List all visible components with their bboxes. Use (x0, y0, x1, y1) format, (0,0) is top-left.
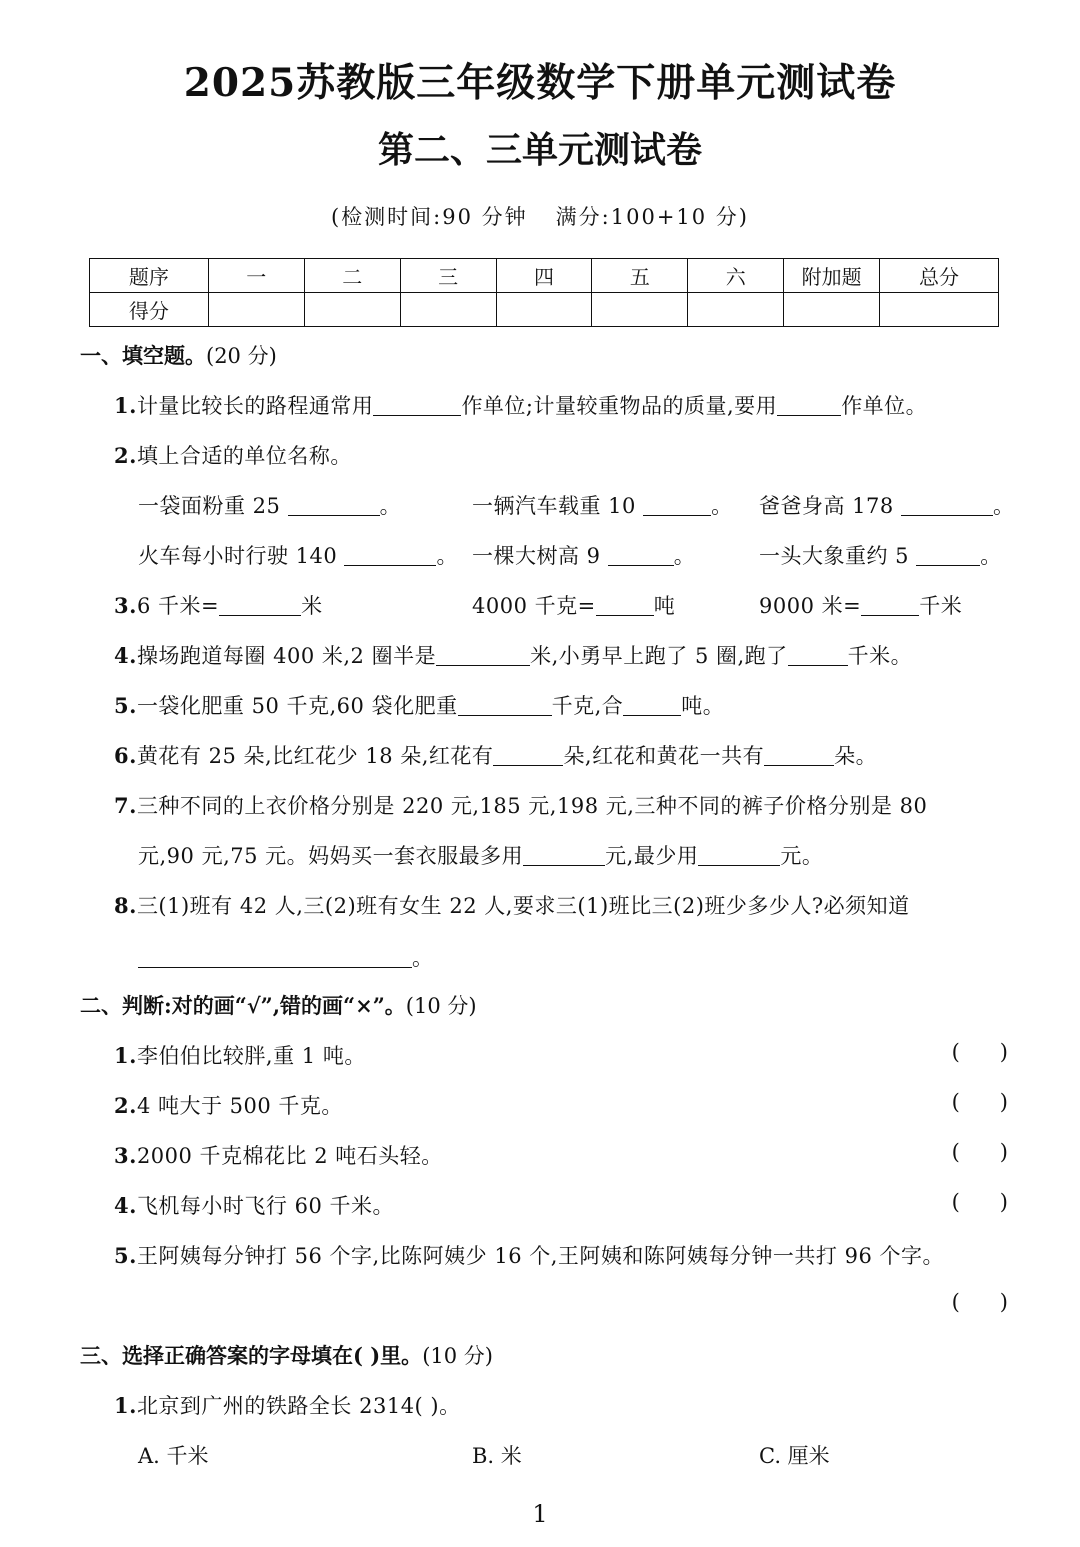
answer-blank[interactable] (861, 593, 919, 616)
question-number: 3. (114, 593, 137, 618)
score-cell (688, 293, 784, 327)
question-number: 5. (114, 1243, 137, 1268)
question-1-1 (114, 390, 927, 420)
question-number: 4. (114, 643, 137, 668)
question-number: 2. (114, 443, 137, 468)
question-1-2-item (138, 540, 458, 570)
judge-item (114, 1090, 343, 1120)
question-1-2-item (472, 490, 733, 520)
choice-option-a[interactable]: A. 千米 (138, 1444, 209, 1468)
score-table-header-row (90, 259, 999, 293)
item-text: 一辆汽车载重 10 (472, 494, 636, 518)
question-number: 6. (114, 743, 137, 768)
score-header-cell: 六 (688, 259, 784, 293)
score-header-cell: 总分 (880, 259, 999, 293)
score-cell (496, 293, 592, 327)
item-text: 一棵大树高 9 (472, 544, 601, 568)
judge-item (114, 1040, 366, 1070)
score-cell (304, 293, 400, 327)
answer-blank[interactable] (643, 493, 711, 516)
question-number: 1. (114, 1393, 137, 1418)
item-text: 。 (436, 544, 458, 568)
score-cell (880, 293, 999, 327)
question-text: 元,90 元,75 元。妈妈买一套衣服最多用 (138, 844, 524, 868)
question-text: 北京到广州的铁路全长 2314( )。 (136, 1394, 461, 1418)
question-1-8 (114, 890, 910, 920)
item-text: 。 (711, 494, 733, 518)
question-text: 一袋化肥重 50 千克,60 袋化肥重 (136, 694, 458, 718)
question-text: 作单位;计量较重物品的质量,要用 (461, 394, 778, 418)
question-text: 吨。 (681, 694, 725, 718)
item-text: 。 (992, 494, 1015, 518)
answer-parentheses[interactable]: ( ) (951, 1040, 1008, 1064)
answer-blank[interactable] (493, 743, 563, 766)
score-header-cell: 五 (592, 259, 688, 293)
question-text: 4 吨大于 500 千克。 (136, 1094, 343, 1118)
answer-parentheses[interactable]: ( ) (951, 1190, 1008, 1214)
question-text: 作单位。 (841, 394, 928, 418)
section3-title: 三、选择正确答案的字母填在( )里。 (80, 1343, 423, 1368)
question-1-2-item (759, 490, 1014, 520)
question-text: 黄花有 25 朵,比红花少 18 朵,红花有 (136, 744, 494, 768)
answer-blank[interactable] (698, 843, 780, 866)
question-text: 王阿姨每分钟打 56 个字,比陈阿姨少 16 个,王阿姨和陈阿姨每分钟一共打 96 个字。 (136, 1244, 945, 1268)
question-1-5 (114, 690, 724, 720)
answer-blank[interactable] (436, 643, 530, 666)
question-text: 2000 千克棉花比 2 吨石头轻。 (136, 1144, 443, 1168)
answer-parentheses[interactable]: ( ) (951, 1290, 1008, 1314)
section1-points: (20 分) (206, 344, 277, 368)
score-header-cell: 二 (304, 259, 400, 293)
question-text: 米 (301, 594, 323, 618)
choice-option-c[interactable]: C. 厘米 (759, 1444, 830, 1468)
answer-blank[interactable] (373, 393, 461, 416)
question-number: 8. (114, 893, 137, 918)
answer-blank[interactable] (288, 493, 380, 516)
answer-blank[interactable] (623, 693, 681, 716)
item-text: 一头大象重约 5 (759, 544, 910, 568)
question-1-3-b (472, 590, 675, 620)
question-1-4 (114, 640, 912, 670)
question-1-8-line2 (138, 942, 434, 972)
question-number: 4. (114, 1193, 137, 1218)
question-text: 千克,合 (551, 694, 624, 718)
question-text: 千米 (919, 594, 963, 618)
section2-points: (10 分) (405, 994, 477, 1018)
answer-blank[interactable] (788, 643, 848, 666)
question-number: 2. (114, 1093, 137, 1118)
answer-blank[interactable] (523, 843, 605, 866)
question-1-3-c (759, 590, 962, 620)
score-cell (784, 293, 880, 327)
item-text: 。 (673, 544, 696, 568)
question-1-2 (114, 440, 352, 470)
score-cell (400, 293, 496, 327)
score-header-cell: 题序 (90, 259, 209, 293)
question-text: 4000 千克= (472, 594, 596, 618)
score-cell (592, 293, 688, 327)
section1-title: 一、填空题。 (80, 343, 206, 368)
question-number: 1. (114, 1043, 137, 1068)
question-number: 5. (114, 693, 137, 718)
score-header-cell: 四 (496, 259, 592, 293)
choice-question (114, 1390, 461, 1420)
question-text: 元。 (780, 844, 824, 868)
judge-item (114, 1190, 394, 1220)
score-header-cell: 一 (208, 259, 304, 293)
question-text: 朵,红花和黄花一共有 (563, 744, 765, 768)
question-text: 操场跑道每圈 400 米,2 圈半是 (136, 644, 437, 668)
question-number: 1. (114, 393, 137, 418)
score-table (89, 258, 999, 327)
question-number: 3. (114, 1143, 137, 1168)
question-1-3 (114, 590, 323, 620)
question-1-7-line2 (138, 840, 823, 870)
score-row-label: 得分 (90, 293, 209, 327)
question-1-6 (114, 740, 877, 770)
score-cell (208, 293, 304, 327)
question-1-7 (114, 790, 927, 820)
answer-blank[interactable] (344, 543, 436, 566)
question-text: 吨 (653, 594, 676, 618)
question-text: 。 (412, 946, 434, 970)
page-title: 2025苏教版三年级数学下册单元测试卷 (183, 60, 897, 106)
question-text: 填上合适的单位名称。 (136, 444, 352, 468)
question-text: 米,小勇早上跑了 5 圈,跑了 (530, 644, 788, 668)
question-text: 计量比较长的路程通常用 (136, 394, 374, 418)
answer-blank[interactable] (219, 593, 301, 616)
answer-blank[interactable] (764, 743, 834, 766)
section3-points: (10 分) (422, 1344, 493, 1368)
answer-blank[interactable] (458, 693, 552, 716)
answer-blank[interactable] (777, 393, 841, 416)
section1-heading (80, 340, 277, 370)
score-header-cell: 三 (400, 259, 496, 293)
judge-item (114, 1240, 944, 1270)
item-text: 爸爸身高 178 (759, 494, 894, 518)
answer-blank[interactable] (608, 543, 674, 566)
section2-heading (80, 990, 477, 1020)
score-table-score-row (90, 293, 999, 327)
section2-title: 二、判断:对的画“√”,错的画“×”。 (80, 993, 406, 1018)
answer-parentheses[interactable]: ( ) (951, 1090, 1008, 1114)
item-text: 一袋面粉重 25 (138, 494, 281, 518)
exam-full-score: 满分:100+10 分) (555, 205, 749, 229)
question-number: 7. (114, 793, 137, 818)
question-text: 元,最少用 (605, 844, 699, 868)
answer-parentheses[interactable]: ( ) (951, 1140, 1008, 1164)
question-text: 6 千米= (136, 594, 220, 618)
section3-heading (80, 1340, 493, 1370)
question-text: 9000 米= (759, 594, 862, 618)
exam-time: (检测时间:90 分钟 (330, 205, 528, 229)
page-subtitle: 第二、三单元测试卷 (377, 129, 702, 171)
question-text: 飞机每小时飞行 60 千米。 (136, 1194, 395, 1218)
question-text: 千米。 (847, 644, 913, 668)
judge-item (114, 1140, 443, 1170)
answer-blank[interactable] (138, 945, 412, 968)
question-1-2-item (472, 540, 695, 570)
item-text: 火车每小时行驶 140 (138, 544, 338, 568)
answer-blank[interactable] (901, 493, 993, 516)
question-text: 三种不同的上衣价格分别是 220 元,185 元,198 元,三种不同的裤子价格分别是 80 (136, 794, 928, 818)
item-text: 。 (379, 494, 402, 518)
answer-blank[interactable] (916, 543, 980, 566)
exam-meta (0, 201, 1080, 231)
answer-blank[interactable] (596, 593, 654, 616)
item-text: 。 (980, 544, 1002, 568)
score-header-cell: 附加题 (784, 259, 880, 293)
page-number: 1 (532, 1500, 548, 1528)
question-text: 李伯伯比较胖,重 1 吨。 (136, 1044, 366, 1068)
question-1-2-item (759, 540, 1002, 570)
choice-option-b[interactable]: B. 米 (472, 1444, 522, 1468)
question-text: 朵。 (834, 744, 878, 768)
question-1-2-item (138, 490, 401, 520)
question-text: 三(1)班有 42 人,三(2)班有女生 22 人,要求三(1)班比三(2)班少多少人?必须知道 (136, 894, 910, 918)
